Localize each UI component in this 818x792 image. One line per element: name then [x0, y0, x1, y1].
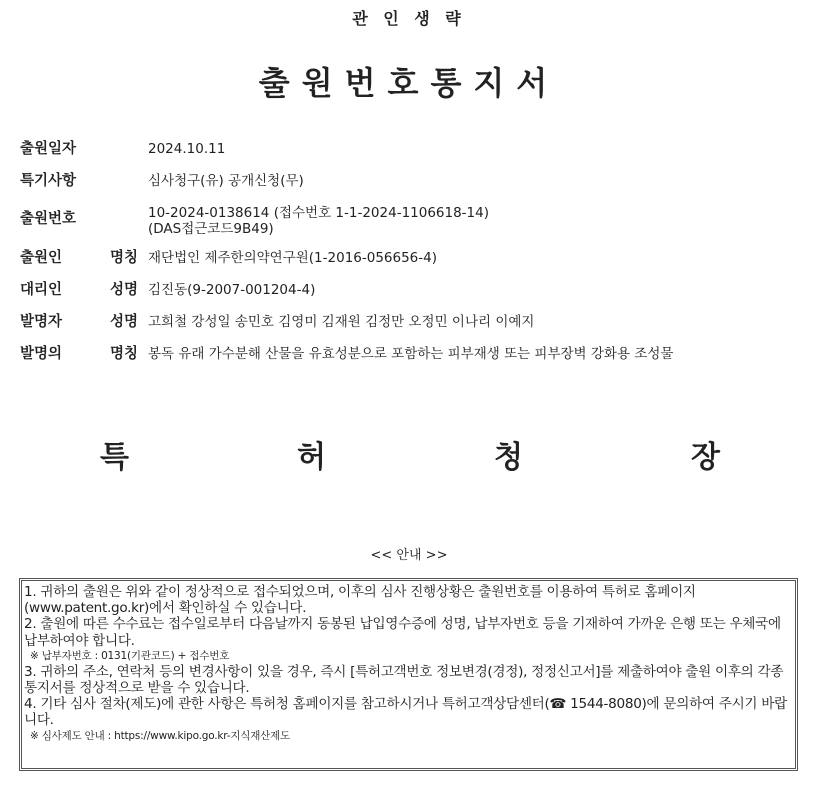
notice-item-3: 3. 귀하의 주소, 연락처 등의 변경사항이 있을 경우, 즉시 [특허고객번호 정보변경(경정), 정정신고서]를 제출하여야 출원 이후의 각종 통지서를 정상적으로 받을 수 있습니다.: [24, 663, 784, 697]
issuer-char: 특: [100, 440, 129, 475]
issuer-char: 허: [297, 440, 326, 475]
seal-omitted-note: 관 인 생 략: [352, 9, 466, 28]
field-inventors: [20, 311, 810, 333]
notice-item-4: 4. 기타 심사 절차(제도)에 관한 사항은 특허청 홈페이지를 참고하시거나 특허고객상담센터(☎ 1544-8080)에 문의하여 주시기 바랍니다.: [24, 696, 787, 729]
application-number: 10-2024-0138614 (접수번호 1-1-2024-1106618-14): [148, 205, 490, 221]
notice-title: << 안내 >>: [370, 548, 448, 563]
das-access-code: (DAS접근코드9B49): [148, 221, 274, 237]
notice-box: [19, 578, 798, 771]
notice-note-exam-guide: ※ 심사제도 안내 : https://www.kipo.go.kr-지식재산제도: [30, 729, 290, 742]
field-agent: [20, 279, 810, 301]
field-invention-title: [20, 343, 810, 365]
field-label: 출원일자: [20, 141, 77, 157]
field-application-date: [20, 138, 810, 160]
field-label: 발명의 명칭: [20, 346, 138, 362]
issuer-signature: [100, 432, 720, 476]
field-value: 재단법인 제주한의약연구원(1-2016-056656-4): [148, 250, 437, 266]
field-value: 2024.10.11: [148, 141, 226, 157]
application-info: [20, 138, 810, 375]
field-label: 출원인 명칭: [20, 250, 138, 266]
field-label: 출원번호: [20, 211, 77, 227]
field-label: 발명자 성명: [20, 314, 138, 330]
field-value: 봉독 유래 가수분해 산물을 유효성분으로 포함하는 피부재생 또는 피부장벽 강화용 조성물: [148, 346, 674, 362]
notice-note-payer-number: ※ 납부자번호 : 0131(기관코드) + 접수번호: [30, 649, 230, 662]
field-remarks: [20, 170, 810, 192]
notice-item-2: 2. 출원에 따른 수수료는 접수일로부터 다음날까지 동봉된 납입영수증에 성명, 납부자번호 등을 기재하여 가까운 은행 또는 우체국에 납부하여야 합니다.: [24, 616, 781, 649]
field-label: 특기사항: [20, 173, 77, 189]
field-value: 고희철 강성일 송민호 김영미 김재원 김정만 오정민 이나리 이예지: [148, 314, 535, 330]
field-value: 김진동(9-2007-001204-4): [148, 282, 316, 298]
field-applicant: [20, 247, 810, 269]
field-application-number: [20, 202, 810, 237]
field-label: 대리인 성명: [20, 282, 138, 298]
field-value: 심사청구(유) 공개신청(무): [148, 173, 304, 189]
document-title: 출원번호통지서: [258, 64, 560, 102]
notice-item-1: 1. 귀하의 출원은 위와 같이 정상적으로 접수되었으며, 이후의 심사 진행상황은 출원번호를 이용하여 특허로 홈페이지(www.patent.go.kr)에서 확인하실 수 있습니다.: [24, 584, 696, 617]
issuer-char: 장: [691, 440, 720, 475]
field-value: [148, 202, 489, 237]
issuer-char: 청: [494, 440, 523, 475]
